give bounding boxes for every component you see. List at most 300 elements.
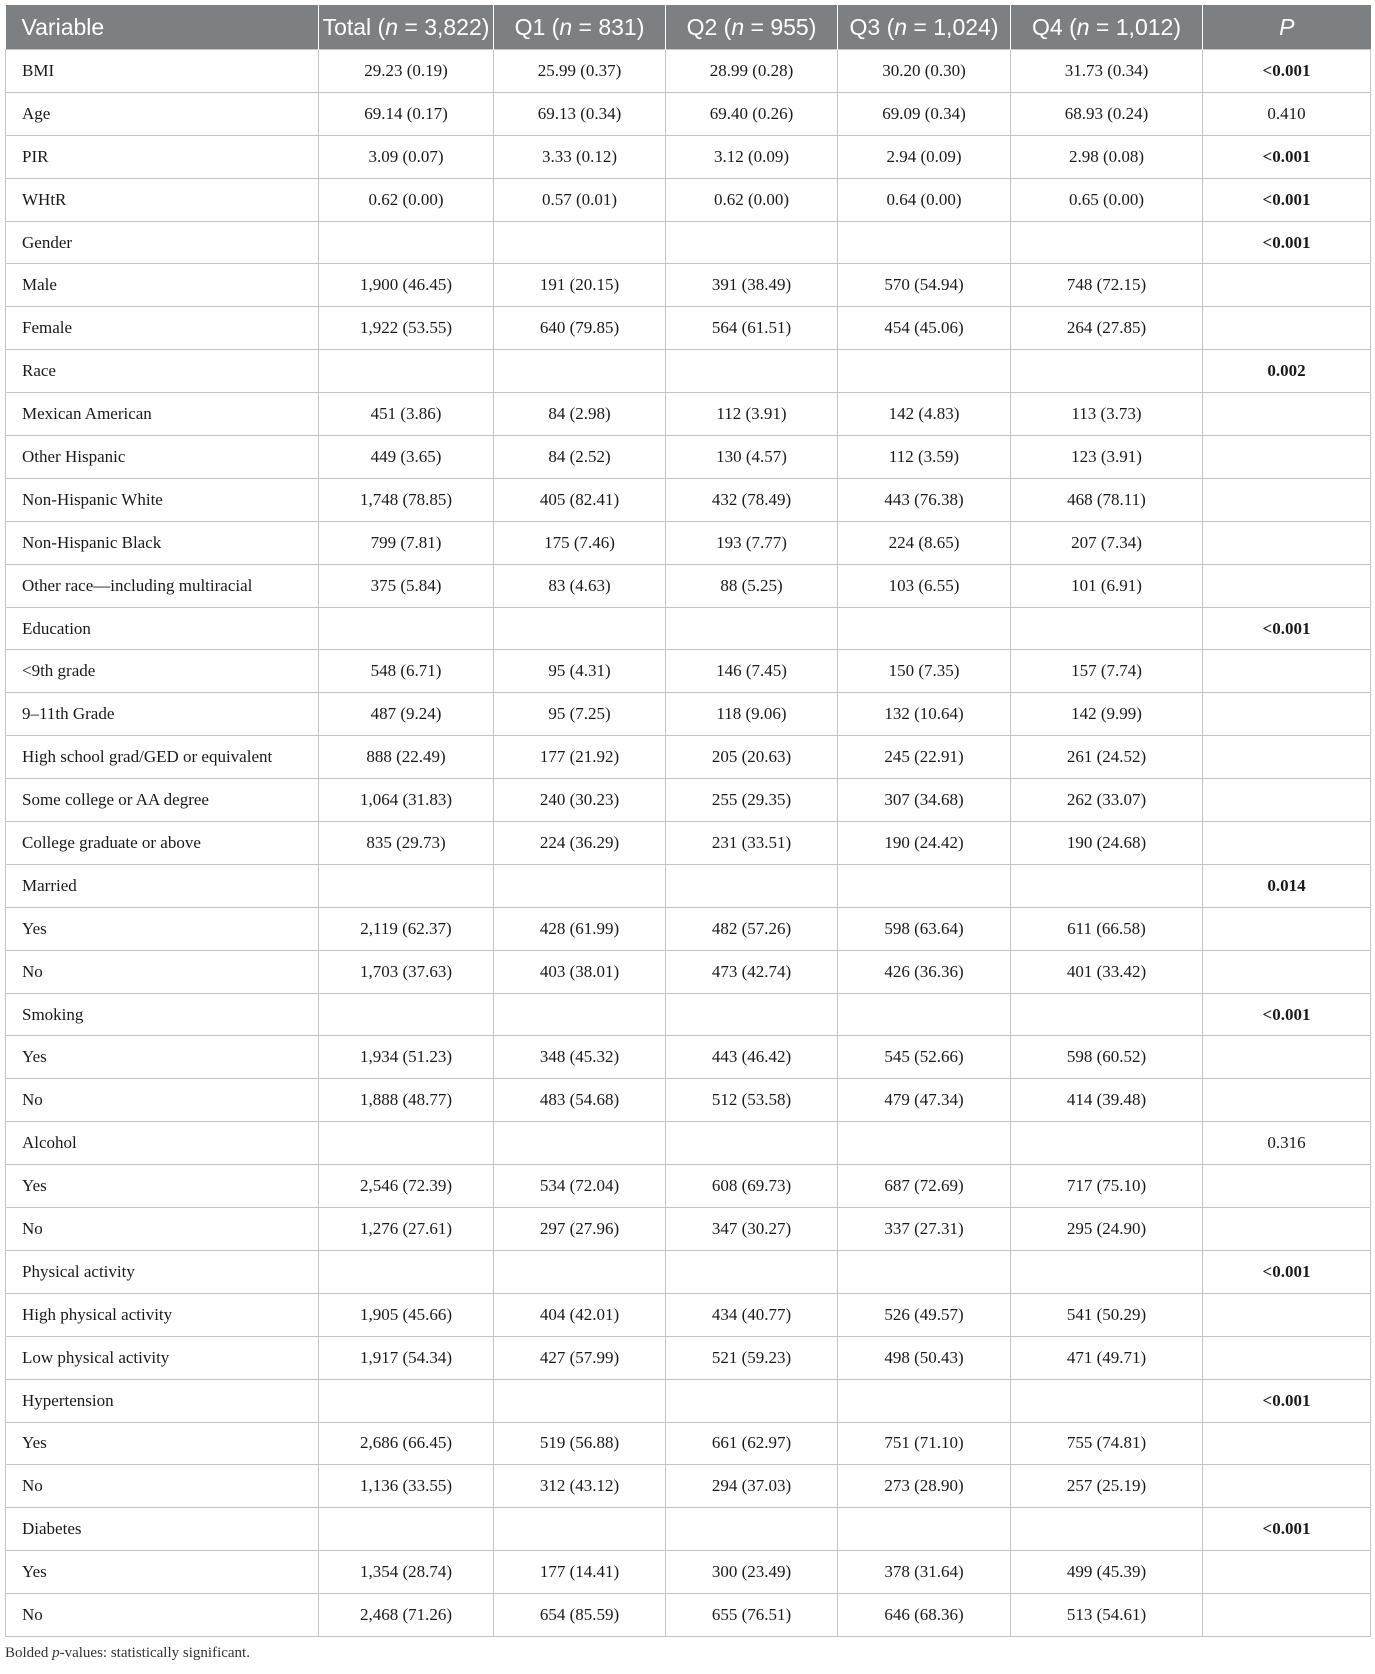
cell-q4: 401 (33.42) xyxy=(1011,950,1203,993)
cell-total xyxy=(319,864,494,907)
cell-p-value: <0.001 xyxy=(1203,1508,1371,1551)
cell-q2 xyxy=(666,221,838,264)
cell-q3: 112 (3.59) xyxy=(838,436,1011,479)
cell-q1: 405 (82.41) xyxy=(494,478,666,521)
cell-p-value: <0.001 xyxy=(1203,50,1371,93)
cell-total: 1,900 (46.45) xyxy=(319,264,494,307)
cell-q2: 0.62 (0.00) xyxy=(666,178,838,221)
cell-q2: 608 (69.73) xyxy=(666,1165,838,1208)
table-row xyxy=(6,393,1371,436)
cell-q4: 471 (49.71) xyxy=(1011,1336,1203,1379)
row-label: Yes xyxy=(6,1422,319,1465)
cell-q4: 717 (75.10) xyxy=(1011,1165,1203,1208)
row-label: <9th grade xyxy=(6,650,319,693)
cell-q3: 545 (52.66) xyxy=(838,1036,1011,1079)
cell-q3: 687 (72.69) xyxy=(838,1165,1011,1208)
row-label: High physical activity xyxy=(6,1293,319,1336)
table-row xyxy=(6,1336,1371,1379)
row-label: Yes xyxy=(6,1036,319,1079)
cell-q1: 428 (61.99) xyxy=(494,907,666,950)
cell-q3 xyxy=(838,1122,1011,1165)
cell-q3: 751 (71.10) xyxy=(838,1422,1011,1465)
cell-total: 1,748 (78.85) xyxy=(319,478,494,521)
cell-q2 xyxy=(666,993,838,1036)
cell-p-value xyxy=(1203,564,1371,607)
table-row xyxy=(6,1165,1371,1208)
cell-q2: 661 (62.97) xyxy=(666,1422,838,1465)
cell-total: 2,546 (72.39) xyxy=(319,1165,494,1208)
row-label: Other Hispanic xyxy=(6,436,319,479)
cell-q4 xyxy=(1011,864,1203,907)
cell-p-value xyxy=(1203,264,1371,307)
cell-q1 xyxy=(494,1250,666,1293)
cell-q1 xyxy=(494,1122,666,1165)
cell-q3: 479 (47.34) xyxy=(838,1079,1011,1122)
cell-total: 1,905 (45.66) xyxy=(319,1293,494,1336)
cell-q4: 748 (72.15) xyxy=(1011,264,1203,307)
cell-q1 xyxy=(494,1379,666,1422)
cell-q1: 403 (38.01) xyxy=(494,950,666,993)
cell-p-value: <0.001 xyxy=(1203,993,1371,1036)
row-label: Female xyxy=(6,307,319,350)
data-table xyxy=(5,5,1371,1637)
cell-q4: 157 (7.74) xyxy=(1011,650,1203,693)
cell-q4 xyxy=(1011,1508,1203,1551)
cell-q2 xyxy=(666,607,838,650)
cell-p-value: <0.001 xyxy=(1203,1379,1371,1422)
cell-p-value: 0.002 xyxy=(1203,350,1371,393)
cell-q2: 482 (57.26) xyxy=(666,907,838,950)
cell-q3: 103 (6.55) xyxy=(838,564,1011,607)
row-label: No xyxy=(6,950,319,993)
table-row xyxy=(6,1465,1371,1508)
cell-q3: 443 (76.38) xyxy=(838,478,1011,521)
cell-q2 xyxy=(666,1508,838,1551)
row-label: Physical activity xyxy=(6,1250,319,1293)
cell-total: 1,888 (48.77) xyxy=(319,1079,494,1122)
cell-total xyxy=(319,607,494,650)
cell-q2: 112 (3.91) xyxy=(666,393,838,436)
table-row xyxy=(6,1250,1371,1293)
cell-total: 548 (6.71) xyxy=(319,650,494,693)
cell-q4 xyxy=(1011,1250,1203,1293)
cell-p-value xyxy=(1203,521,1371,564)
row-label: Other race—including multiracial xyxy=(6,564,319,607)
table-row xyxy=(6,864,1371,907)
table-row xyxy=(6,779,1371,822)
cell-q3: 570 (54.94) xyxy=(838,264,1011,307)
table-row xyxy=(6,350,1371,393)
cell-q1: 25.99 (0.37) xyxy=(494,50,666,93)
cell-q2: 347 (30.27) xyxy=(666,1208,838,1251)
cell-q3: 337 (27.31) xyxy=(838,1208,1011,1251)
table-row xyxy=(6,1379,1371,1422)
cell-p-value xyxy=(1203,650,1371,693)
cell-q1: 177 (14.41) xyxy=(494,1551,666,1594)
cell-total: 1,354 (28.74) xyxy=(319,1551,494,1594)
cell-p-value xyxy=(1203,393,1371,436)
cell-q4: 142 (9.99) xyxy=(1011,693,1203,736)
cell-p-value xyxy=(1203,1465,1371,1508)
cell-total: 1,276 (27.61) xyxy=(319,1208,494,1251)
row-label: Age xyxy=(6,92,319,135)
table-row xyxy=(6,221,1371,264)
cell-q1: 312 (43.12) xyxy=(494,1465,666,1508)
cell-q2: 512 (53.58) xyxy=(666,1079,838,1122)
table-row xyxy=(6,1079,1371,1122)
cell-p-value xyxy=(1203,478,1371,521)
cell-q3: 132 (10.64) xyxy=(838,693,1011,736)
cell-q1: 224 (36.29) xyxy=(494,822,666,865)
cell-q3: 150 (7.35) xyxy=(838,650,1011,693)
cell-q1: 483 (54.68) xyxy=(494,1079,666,1122)
table-row xyxy=(6,1551,1371,1594)
table-row xyxy=(6,1122,1371,1165)
cell-q2 xyxy=(666,1122,838,1165)
cell-p-value xyxy=(1203,950,1371,993)
table-row xyxy=(6,650,1371,693)
header-q4: Q4 (n = 1,012) xyxy=(1011,5,1203,50)
cell-p-value: 0.316 xyxy=(1203,1122,1371,1165)
cell-q2: 473 (42.74) xyxy=(666,950,838,993)
cell-q2 xyxy=(666,1250,838,1293)
cell-total xyxy=(319,221,494,264)
row-label: Married xyxy=(6,864,319,907)
table-row xyxy=(6,50,1371,93)
cell-q1 xyxy=(494,864,666,907)
cell-q2: 391 (38.49) xyxy=(666,264,838,307)
cell-q4 xyxy=(1011,993,1203,1036)
cell-q3 xyxy=(838,1250,1011,1293)
cell-q3: 30.20 (0.30) xyxy=(838,50,1011,93)
cell-q4: 295 (24.90) xyxy=(1011,1208,1203,1251)
cell-total: 1,934 (51.23) xyxy=(319,1036,494,1079)
cell-total: 888 (22.49) xyxy=(319,736,494,779)
table-row xyxy=(6,1036,1371,1079)
cell-q4: 31.73 (0.34) xyxy=(1011,50,1203,93)
cell-q1: 84 (2.98) xyxy=(494,393,666,436)
cell-p-value xyxy=(1203,436,1371,479)
cell-p-value xyxy=(1203,1336,1371,1379)
cell-p-value xyxy=(1203,907,1371,950)
cell-total: 2,686 (66.45) xyxy=(319,1422,494,1465)
cell-p-value: <0.001 xyxy=(1203,607,1371,650)
cell-p-value xyxy=(1203,1551,1371,1594)
cell-q4 xyxy=(1011,1122,1203,1165)
cell-q2: 88 (5.25) xyxy=(666,564,838,607)
cell-total: 69.14 (0.17) xyxy=(319,92,494,135)
cell-p-value: 0.014 xyxy=(1203,864,1371,907)
table-row xyxy=(6,693,1371,736)
cell-q1: 95 (7.25) xyxy=(494,693,666,736)
table-row xyxy=(6,1594,1371,1637)
cell-total xyxy=(319,1508,494,1551)
cell-q4 xyxy=(1011,221,1203,264)
cell-q3 xyxy=(838,864,1011,907)
cell-total: 449 (3.65) xyxy=(319,436,494,479)
header-row xyxy=(6,5,1371,50)
cell-q1 xyxy=(494,221,666,264)
cell-q1: 0.57 (0.01) xyxy=(494,178,666,221)
cell-q1: 640 (79.85) xyxy=(494,307,666,350)
cell-q4: 2.98 (0.08) xyxy=(1011,135,1203,178)
cell-total: 1,922 (53.55) xyxy=(319,307,494,350)
cell-q1 xyxy=(494,1508,666,1551)
cell-p-value xyxy=(1203,1036,1371,1079)
cell-q2: 655 (76.51) xyxy=(666,1594,838,1637)
cell-q4: 190 (24.68) xyxy=(1011,822,1203,865)
cell-p-value xyxy=(1203,822,1371,865)
header-variable: Variable xyxy=(6,5,319,50)
row-label: Education xyxy=(6,607,319,650)
cell-q2: 564 (61.51) xyxy=(666,307,838,350)
table-row xyxy=(6,993,1371,1036)
table-row xyxy=(6,92,1371,135)
cell-q1: 534 (72.04) xyxy=(494,1165,666,1208)
cell-q3: 69.09 (0.34) xyxy=(838,92,1011,135)
cell-q4: 101 (6.91) xyxy=(1011,564,1203,607)
cell-q3: 378 (31.64) xyxy=(838,1551,1011,1594)
cell-total: 835 (29.73) xyxy=(319,822,494,865)
cell-q2: 231 (33.51) xyxy=(666,822,838,865)
table-row xyxy=(6,307,1371,350)
cell-total: 1,917 (54.34) xyxy=(319,1336,494,1379)
cell-q4 xyxy=(1011,607,1203,650)
table-row xyxy=(6,521,1371,564)
row-label: Alcohol xyxy=(6,1122,319,1165)
cell-q1: 83 (4.63) xyxy=(494,564,666,607)
cell-q1: 69.13 (0.34) xyxy=(494,92,666,135)
row-label: Low physical activity xyxy=(6,1336,319,1379)
cell-total: 2,119 (62.37) xyxy=(319,907,494,950)
row-label: No xyxy=(6,1079,319,1122)
cell-q4: 123 (3.91) xyxy=(1011,436,1203,479)
cell-total: 29.23 (0.19) xyxy=(319,50,494,93)
cell-q3: 598 (63.64) xyxy=(838,907,1011,950)
cell-q2: 294 (37.03) xyxy=(666,1465,838,1508)
row-label: BMI xyxy=(6,50,319,93)
cell-q3: 224 (8.65) xyxy=(838,521,1011,564)
row-label: Yes xyxy=(6,907,319,950)
cell-total xyxy=(319,350,494,393)
cell-q3: 498 (50.43) xyxy=(838,1336,1011,1379)
cell-q2: 434 (40.77) xyxy=(666,1293,838,1336)
cell-q1 xyxy=(494,993,666,1036)
cell-q3: 142 (4.83) xyxy=(838,393,1011,436)
cell-q2 xyxy=(666,1379,838,1422)
cell-p-value xyxy=(1203,1293,1371,1336)
cell-total: 799 (7.81) xyxy=(319,521,494,564)
cell-total xyxy=(319,1122,494,1165)
cell-p-value: <0.001 xyxy=(1203,178,1371,221)
row-label: High school grad/GED or equivalent xyxy=(6,736,319,779)
cell-q1 xyxy=(494,350,666,393)
table-row xyxy=(6,564,1371,607)
cell-q2: 118 (9.06) xyxy=(666,693,838,736)
cell-p-value xyxy=(1203,693,1371,736)
table-row xyxy=(6,1208,1371,1251)
cell-q1: 3.33 (0.12) xyxy=(494,135,666,178)
cell-q2: 300 (23.49) xyxy=(666,1551,838,1594)
cell-p-value xyxy=(1203,1594,1371,1637)
cell-q2: 146 (7.45) xyxy=(666,650,838,693)
cell-total: 451 (3.86) xyxy=(319,393,494,436)
cell-q2: 3.12 (0.09) xyxy=(666,135,838,178)
table-row xyxy=(6,135,1371,178)
cell-total: 487 (9.24) xyxy=(319,693,494,736)
table-row xyxy=(6,1293,1371,1336)
header-q1: Q1 (n = 831) xyxy=(494,5,666,50)
cell-total: 2,468 (71.26) xyxy=(319,1594,494,1637)
cell-q1: 297 (27.96) xyxy=(494,1208,666,1251)
row-label: Non-Hispanic White xyxy=(6,478,319,521)
cell-q4: 113 (3.73) xyxy=(1011,393,1203,436)
row-label: Race xyxy=(6,350,319,393)
cell-p-value: <0.001 xyxy=(1203,1250,1371,1293)
cell-q4 xyxy=(1011,1379,1203,1422)
cell-q3: 190 (24.42) xyxy=(838,822,1011,865)
cell-total: 0.62 (0.00) xyxy=(319,178,494,221)
cell-q2: 521 (59.23) xyxy=(666,1336,838,1379)
cell-q3: 0.64 (0.00) xyxy=(838,178,1011,221)
cell-q4: 541 (50.29) xyxy=(1011,1293,1203,1336)
cell-q1: 175 (7.46) xyxy=(494,521,666,564)
cell-q1: 404 (42.01) xyxy=(494,1293,666,1336)
cell-p-value: <0.001 xyxy=(1203,221,1371,264)
row-label: Mexican American xyxy=(6,393,319,436)
cell-q2: 28.99 (0.28) xyxy=(666,50,838,93)
cell-p-value: <0.001 xyxy=(1203,135,1371,178)
cell-q4: 598 (60.52) xyxy=(1011,1036,1203,1079)
cell-q1: 427 (57.99) xyxy=(494,1336,666,1379)
row-label: College graduate or above xyxy=(6,822,319,865)
table-row xyxy=(6,736,1371,779)
cell-q3 xyxy=(838,993,1011,1036)
cell-p-value xyxy=(1203,1422,1371,1465)
cell-q1: 240 (30.23) xyxy=(494,779,666,822)
cell-q1: 191 (20.15) xyxy=(494,264,666,307)
table-row xyxy=(6,264,1371,307)
cell-q4: 261 (24.52) xyxy=(1011,736,1203,779)
cell-total xyxy=(319,993,494,1036)
table-row xyxy=(6,907,1371,950)
cell-total: 375 (5.84) xyxy=(319,564,494,607)
cell-q4: 0.65 (0.00) xyxy=(1011,178,1203,221)
header-q3: Q3 (n = 1,024) xyxy=(838,5,1011,50)
cell-q1: 348 (45.32) xyxy=(494,1036,666,1079)
cell-q2: 255 (29.35) xyxy=(666,779,838,822)
cell-total xyxy=(319,1250,494,1293)
cell-q4: 257 (25.19) xyxy=(1011,1465,1203,1508)
table-row xyxy=(6,607,1371,650)
cell-q2: 69.40 (0.26) xyxy=(666,92,838,135)
cell-q2 xyxy=(666,864,838,907)
cell-q1: 84 (2.52) xyxy=(494,436,666,479)
cell-total: 3.09 (0.07) xyxy=(319,135,494,178)
cell-q2: 205 (20.63) xyxy=(666,736,838,779)
cell-q3 xyxy=(838,1508,1011,1551)
cell-q1: 177 (21.92) xyxy=(494,736,666,779)
cell-total: 1,064 (31.83) xyxy=(319,779,494,822)
cell-p-value xyxy=(1203,1165,1371,1208)
table-row xyxy=(6,822,1371,865)
cell-q3: 273 (28.90) xyxy=(838,1465,1011,1508)
row-label: WHtR xyxy=(6,178,319,221)
cell-q3 xyxy=(838,350,1011,393)
cell-q4: 414 (39.48) xyxy=(1011,1079,1203,1122)
cell-p-value xyxy=(1203,1079,1371,1122)
cell-q1 xyxy=(494,607,666,650)
cell-q4: 264 (27.85) xyxy=(1011,307,1203,350)
row-label: No xyxy=(6,1208,319,1251)
cell-q4: 611 (66.58) xyxy=(1011,907,1203,950)
cell-q2 xyxy=(666,350,838,393)
table-row xyxy=(6,478,1371,521)
cell-q3 xyxy=(838,607,1011,650)
cell-q3: 426 (36.36) xyxy=(838,950,1011,993)
cell-q4: 499 (45.39) xyxy=(1011,1551,1203,1594)
cell-p-value xyxy=(1203,307,1371,350)
row-label: 9–11th Grade xyxy=(6,693,319,736)
cell-q4: 68.93 (0.24) xyxy=(1011,92,1203,135)
table-header xyxy=(6,5,1371,50)
table-body xyxy=(6,50,1371,1637)
table-row xyxy=(6,950,1371,993)
cell-q3: 307 (34.68) xyxy=(838,779,1011,822)
row-label: Yes xyxy=(6,1165,319,1208)
footnote: Bolded p-values: statistically significant. xyxy=(5,1644,250,1661)
cell-q2: 193 (7.77) xyxy=(666,521,838,564)
cell-p-value xyxy=(1203,736,1371,779)
table-row xyxy=(6,178,1371,221)
table-container xyxy=(5,5,1370,1662)
row-label: No xyxy=(6,1465,319,1508)
cell-q1: 654 (85.59) xyxy=(494,1594,666,1637)
cell-q4: 262 (33.07) xyxy=(1011,779,1203,822)
row-label: Non-Hispanic Black xyxy=(6,521,319,564)
cell-p-value xyxy=(1203,1208,1371,1251)
cell-total xyxy=(319,1379,494,1422)
cell-q3: 526 (49.57) xyxy=(838,1293,1011,1336)
cell-q3: 2.94 (0.09) xyxy=(838,135,1011,178)
cell-q4: 755 (74.81) xyxy=(1011,1422,1203,1465)
cell-q1: 95 (4.31) xyxy=(494,650,666,693)
cell-p-value xyxy=(1203,779,1371,822)
row-label: PIR xyxy=(6,135,319,178)
row-label: Gender xyxy=(6,221,319,264)
cell-q3: 646 (68.36) xyxy=(838,1594,1011,1637)
cell-q3: 454 (45.06) xyxy=(838,307,1011,350)
cell-q2: 443 (46.42) xyxy=(666,1036,838,1079)
table-row xyxy=(6,1422,1371,1465)
cell-q2: 130 (4.57) xyxy=(666,436,838,479)
cell-q4: 513 (54.61) xyxy=(1011,1594,1203,1637)
row-label: Some college or AA degree xyxy=(6,779,319,822)
cell-q1: 519 (56.88) xyxy=(494,1422,666,1465)
cell-q4 xyxy=(1011,350,1203,393)
cell-total: 1,136 (33.55) xyxy=(319,1465,494,1508)
table-row xyxy=(6,436,1371,479)
cell-q3 xyxy=(838,221,1011,264)
cell-q2: 432 (78.49) xyxy=(666,478,838,521)
row-label: Male xyxy=(6,264,319,307)
header-total: Total (n = 3,822) xyxy=(319,5,494,50)
cell-q4: 468 (78.11) xyxy=(1011,478,1203,521)
row-label: Hypertension xyxy=(6,1379,319,1422)
row-label: Smoking xyxy=(6,993,319,1036)
cell-q4: 207 (7.34) xyxy=(1011,521,1203,564)
row-label: Diabetes xyxy=(6,1508,319,1551)
